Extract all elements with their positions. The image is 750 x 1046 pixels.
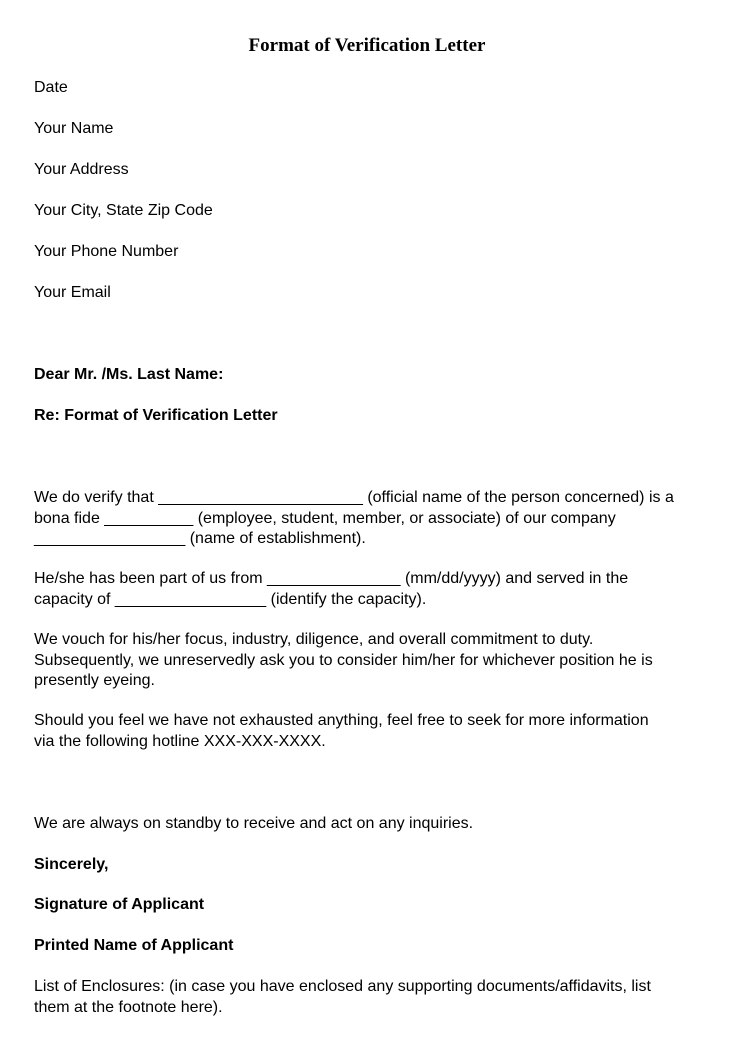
sender-city-state-zip: Your City, State Zip Code <box>34 202 213 219</box>
sender-phone: Your Phone Number <box>34 243 179 260</box>
sender-date: Date <box>34 79 68 96</box>
paragraph-endorsement-line: We vouch for his/her focus, industry, diligence, and overall commitment to duty. <box>34 631 594 648</box>
enclosures-line: them at the footnote here). <box>34 998 223 1016</box>
sender-email: Your Email <box>34 284 111 301</box>
closing: Sincerely, <box>34 856 109 873</box>
enclosures-line: List of Enclosures: (in case you have enclosed any supporting documents/affidavits, list <box>34 978 651 995</box>
paragraph-endorsement-line: presently eyeing. <box>34 672 155 689</box>
signature-line: Signature of Applicant <box>34 896 205 913</box>
paragraph-endorsement-line: Subsequently, we unreservedly ask you to consider him/her for whichever position he is <box>34 651 653 669</box>
paragraph-verification-line: We do verify that _______________________ (official name of the person concerned) is a <box>34 489 674 506</box>
paragraph-verification-line: bona fide __________ (employee, student, member, or associate) of our company <box>34 509 616 527</box>
paragraph-verification-line: _________________ (name of establishment). <box>34 530 366 547</box>
salutation: Dear Mr. /Ms. Last Name: <box>34 366 224 383</box>
document-title: Format of Verification Letter <box>248 35 486 56</box>
printed-name-line: Printed Name of Applicant <box>34 937 234 954</box>
subject-line: Re: Format of Verification Letter <box>34 407 278 424</box>
sender-address: Your Address <box>34 161 129 178</box>
paragraph-standby-line: We are always on standby to receive and act on any inquiries. <box>34 815 474 832</box>
paragraph-tenure-line: He/she has been part of us from _______________ (mm/dd/yyyy) and served in the <box>34 570 629 587</box>
paragraph-contact-line: via the following hotline XXX-XXX-XXXX. <box>34 732 326 750</box>
sender-name: Your Name <box>34 120 114 137</box>
paragraph-tenure-line: capacity of _________________ (identify the capacity). <box>34 590 427 608</box>
paragraph-contact-line: Should you feel we have not exhausted anything, feel free to seek for more information <box>34 712 649 729</box>
